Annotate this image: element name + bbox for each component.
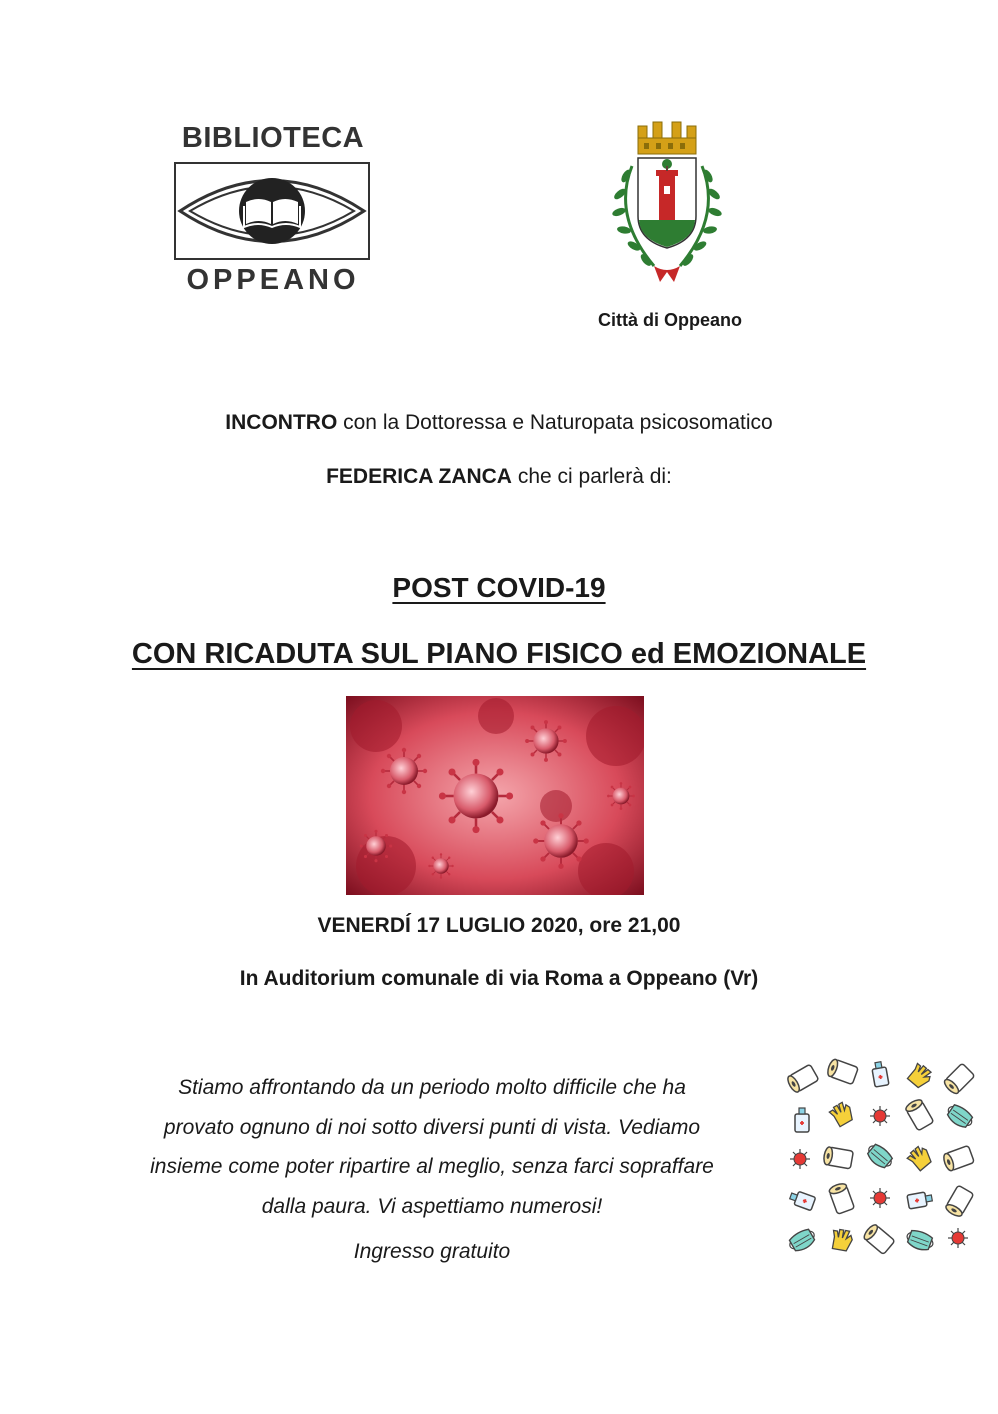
library-logo-top-text: BIBLIOTECA	[181, 122, 365, 154]
virus-icon	[948, 1228, 968, 1248]
invite-line-4: dalla paura. Vi aspettiamo numerosi!	[261, 1194, 603, 1218]
virus-icon	[870, 1106, 890, 1126]
toilet-paper-icon	[826, 1058, 858, 1084]
coat-of-arms-icon	[604, 116, 724, 288]
title-line-1	[0, 572, 998, 604]
intro-incontro: INCONTRO	[225, 411, 338, 434]
toilet-paper-icon	[823, 1146, 854, 1169]
toilet-paper-icon	[786, 1064, 819, 1094]
mask-icon	[944, 1102, 976, 1131]
hygiene-icons	[780, 1054, 980, 1264]
toilet-paper-icon	[942, 1145, 974, 1171]
coronavirus-illustration	[346, 696, 644, 895]
intro-line-1-rest: con la Dottoressa e Naturopata psicosomatico	[337, 411, 773, 434]
eye-book-icon	[176, 164, 368, 258]
title-line-2	[0, 638, 998, 671]
glove-icon	[830, 1228, 853, 1251]
speaker-name: FEDERICA ZANCA	[326, 465, 512, 488]
intro-line-2-rest: che ci parlerà di:	[511, 465, 672, 488]
library-logo	[172, 122, 374, 302]
invite-paragraph	[92, 1068, 772, 1226]
mask-icon	[864, 1141, 896, 1171]
title-line-1-text: POST COVID-19	[392, 572, 606, 603]
city-crest	[604, 116, 724, 288]
sanitizer-icon	[907, 1191, 933, 1209]
toilet-paper-icon	[828, 1182, 854, 1214]
free-entry-note: Ingresso gratuito	[353, 1240, 511, 1263]
virus-icon	[870, 1188, 890, 1208]
glove-icon	[906, 1062, 934, 1090]
event-date: VENERDÍ 17 LUGLIO 2020, ore 21,00	[317, 914, 681, 937]
invite-line-1: Stiamo affrontando da un periodo molto difficile che ha	[178, 1076, 686, 1099]
toilet-paper-icon	[942, 1063, 975, 1096]
virus-icon	[790, 1149, 810, 1169]
intro-line-1	[0, 411, 998, 435]
sanitizer-icon	[788, 1189, 815, 1210]
coronavirus-image	[346, 696, 644, 895]
toilet-paper-icon	[862, 1223, 895, 1255]
library-logo-bottom-text: OPPEANO	[186, 264, 360, 296]
mask-icon	[786, 1226, 818, 1254]
sanitizer-icon	[871, 1061, 889, 1087]
toilet-paper-icon	[904, 1098, 934, 1131]
city-name-caption: Città di Oppeano	[598, 310, 742, 330]
glove-icon	[906, 1144, 934, 1172]
hygiene-icons-collage	[780, 1054, 980, 1264]
invite-line-2: provato ognuno di noi sotto diversi punti di vista. Vediamo	[163, 1115, 701, 1139]
title-line-2-text: CON RICADUTA SUL PIANO FISICO ed EMOZIONALE	[131, 638, 867, 670]
invite-line-3: insieme come poter ripartire al meglio, senza farci sopraffare	[150, 1155, 714, 1178]
glove-icon	[828, 1100, 855, 1127]
mask-icon	[904, 1228, 935, 1253]
library-logo-frame	[174, 162, 370, 260]
intro-line-2	[0, 465, 998, 489]
toilet-paper-icon	[944, 1185, 974, 1218]
event-place: In Auditorium comunale di via Roma a Oppeano (Vr)	[239, 967, 759, 990]
sanitizer-icon	[795, 1108, 809, 1132]
